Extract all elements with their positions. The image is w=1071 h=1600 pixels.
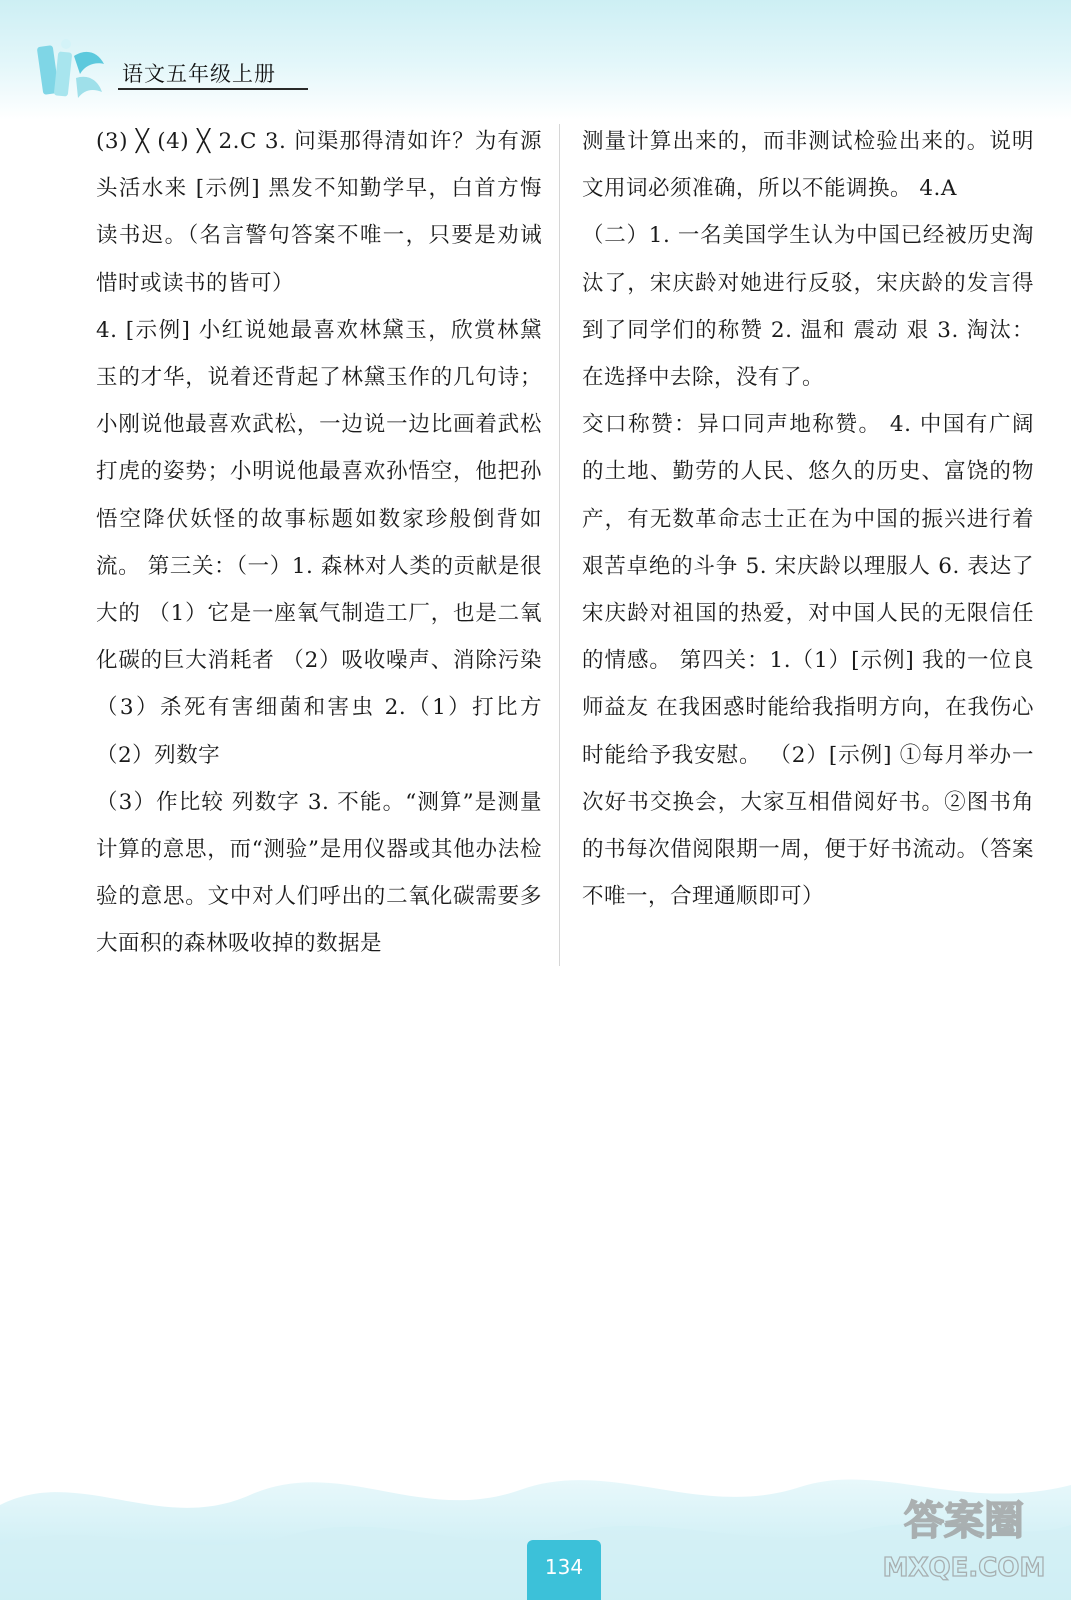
right-column	[582, 118, 1034, 920]
watermark-text-cn: 答案圈	[904, 1498, 1024, 1544]
book-title: 语文五年级上册	[122, 62, 276, 86]
answer-paragraph: 测量计算出来的，而非测试检验出来的。说明文用词必须准确，所以不能调换。 4.A	[582, 129, 1034, 202]
column-divider	[559, 124, 560, 966]
answer-paragraph: (3) ╳ (4) ╳ 2.C 3. 问渠那得清如许？为有源头活水来 [示例] 黑发不知勤学早，白首方悔读书迟。（名言警句答案不唯一，只要是劝诫惜时或读书的皆可）	[96, 129, 542, 296]
page-number-box	[527, 1540, 601, 1600]
answer-paragraph: 4. [示例] 小红说她最喜欢林黛玉，欣赏林黛玉的才华，说着还背起了林黛玉作的几句诗；小刚说他最喜欢武松，一边说一边比画着武松打虎的姿势；小明说他最喜欢孙悟空，他把孙悟空降伏妖怪的故事标题如数家珍般倒背如流。 第三关：（一）1. 森林对人类的贡献是很大的 （1）它是一座氧气制造工厂，也是二氧化碳的巨大消耗者 （2）吸收噪声、消除污染 （3）杀死有害细菌和害虫 2.（1）打比方 （2）列数字	[96, 317, 542, 768]
left-column	[96, 118, 542, 968]
book-series-logo-icon	[36, 34, 112, 106]
answer-paragraph: 交口称赞：异口同声地称赞。 4. 中国有广阔的土地、勤劳的人民、悠久的历史、富饶的物产，有无数革命志士正在为中国的振兴进行着艰苦卓绝的斗争 5. 宋庆龄以理服人 6. 表达了宋庆龄对祖国的热爱，对中国人民的无限信任的情感。 第四关：1.（1）[示例] 我的一位良师益友 在我困惑时能给我指明方向，在我伤心时能给予我安慰。 （2）[示例] ①每月举办一次好书交换会，大家互相借阅好书。②图书角的书每次借阅限期一周，便于好书流动。（答案不唯一，合理通顺即可）	[582, 412, 1034, 910]
page-number: 134	[544, 1555, 584, 1579]
answer-paragraph: （二）1. 一名美国学生认为中国已经被历史淘汰了，宋庆龄对她进行反驳，宋庆龄的发言得到了同学们的称赞 2. 温和 震动 艰 3. 淘汰：在选择中去除，没有了。	[582, 223, 1034, 391]
answer-paragraph: （3）作比较 列数字 3. 不能。“测算”是测量计算的意思，而“测验”是用仪器或其他办法检验的意思。文中对人们呼出的二氧化碳需要多大面积的森林吸收掉的数据是	[96, 789, 542, 957]
watermark-text-url: MXQE.COM	[882, 1553, 1046, 1583]
title-underline	[118, 88, 308, 90]
mxqe-watermark-logo-icon	[878, 1488, 1050, 1588]
